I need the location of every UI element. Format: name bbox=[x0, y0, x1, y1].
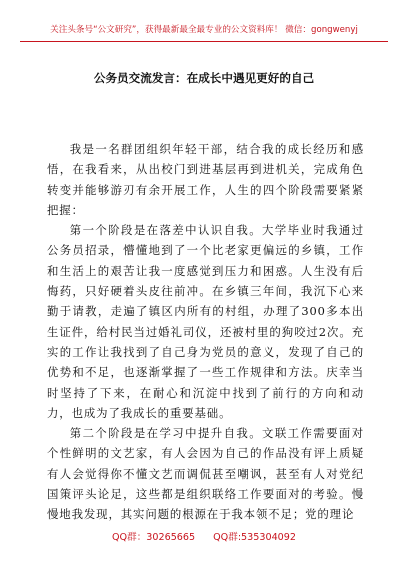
footer-qq-group-1: QQ群：30265665 bbox=[112, 532, 196, 543]
paragraph-stage-two: 第二个阶段是在学习中提升自我。文联工作需要面对个性鲜明的文艺家，有人会因为自己的作品没有评上质疑有人会觉得你不懂文艺而调侃甚至嘲讽，甚至有人对党纪国策评头论足，这些都是组织联络工作要面对的考验。慢慢地我发现，其实问题的根源在于我本领不足；党的理论 bbox=[47, 426, 364, 522]
header-banner: 关注头条号“公文研究”，获得最新最全最专业的公文资料库！ 微信：gongwenyj bbox=[50, 25, 358, 35]
footer-contact bbox=[0, 531, 408, 544]
paragraph-intro: 我是一名群团组织年轻干部，结合我的成长经历和感悟，在我看来，从出校门到进基层再到进机关，完成角色转变并能够游刃有余开展工作，人生的四个阶段需要紧紧把握： bbox=[47, 142, 364, 217]
document-title: 公务员交流发言：在成长中遇见更好的自己 bbox=[93, 71, 315, 85]
document-body bbox=[47, 139, 364, 525]
header-divider bbox=[20, 41, 388, 42]
paragraph-stage-one: 第一个阶段是在落差中认识自我。大学毕业时我通过公务员招录，懵懂地到了一个比老家更偏远的乡镇，工作和生活上的艰苦让我一度感觉到压力和困惑。人生没有后悔药，只好硬着头皮往前冲。在乡镇三年间，我沉下心来勤于请教，走遍了镇区内所有的村组，办理了300多本出生证件，给村民当过婚礼司仪，还被村里的狗咬过2次。充实的工作让我找到了自己身为党员的意义，发现了自己的优势和不足，也逐渐掌握了一些工作规律和方法。庆幸当时坚持了下来，在耐心和沉淀中找到了前行的方向和动力，也成为了我成长的重要基础。 bbox=[47, 223, 364, 420]
footer-qq-group-2: QQ群:535304092 bbox=[213, 532, 296, 543]
